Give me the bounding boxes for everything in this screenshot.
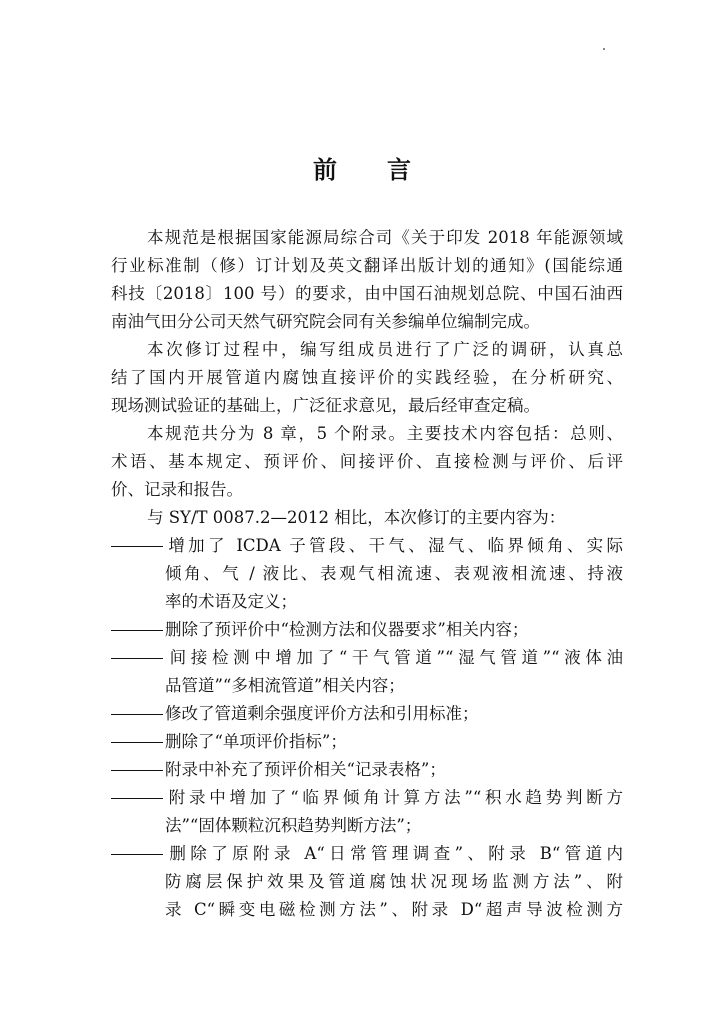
list-item	[111, 784, 623, 840]
em-dash-marker	[111, 784, 165, 812]
text-line: 与 SY/T 0087.2—2012 相比，本次修订的主要内容为：	[147, 508, 566, 527]
text-line: 本次修订过程中，编写组成员进行了广泛的调研，认真总	[147, 340, 623, 359]
list-item-line	[111, 700, 623, 728]
list-item-text: 删除了预评价中“检测方法和仪器要求”相关内容；	[165, 620, 529, 639]
paragraph-1	[111, 224, 623, 336]
text-line: 结了国内开展管道内腐蚀直接评价的实践经验，在分析研究、	[111, 368, 623, 387]
preface-body	[111, 224, 623, 924]
title-char-1: 前	[313, 156, 337, 184]
text-line: 行业标准制（修）订计划及英文翻译出版计划的通知》(国能综通	[111, 256, 623, 275]
em-dash-marker	[111, 644, 165, 672]
list-item-line: 品管道”“多相流管道”相关内容；	[165, 676, 405, 695]
em-dash-marker	[111, 532, 165, 560]
text-line: 价、记录和报告。	[111, 480, 243, 499]
em-dash-marker	[111, 616, 165, 644]
em-dash-marker	[111, 728, 165, 756]
paragraph-2	[111, 336, 623, 420]
em-dash-marker	[111, 700, 165, 728]
text-line: 科技〔2018〕100 号）的要求，由中国石油规划总院、中国石油西	[111, 284, 623, 303]
list-item-text: 删除了“单项评价指标”；	[165, 732, 347, 751]
list-item-text: 附录中增加了“临界倾角计算方法”“积水趋势判断方	[165, 788, 623, 807]
title-char-2: 言	[387, 156, 411, 184]
list-item-text: 间接检测中增加了“干气管道”“湿气管道”“液体油	[165, 648, 623, 667]
list-item	[111, 756, 623, 784]
text-line: 本规范是根据国家能源局综合司《关于印发 2018 年能源领域	[147, 228, 623, 247]
list-item-line	[111, 840, 623, 868]
list-item-line	[111, 756, 623, 784]
list-item-line	[111, 532, 623, 560]
list-item-line: 率的术语及定义；	[165, 592, 297, 611]
list-item	[111, 644, 623, 700]
text-line: 术语、基本规定、预评价、间接评价、直接检测与评价、后评	[111, 452, 623, 471]
list-item-line	[111, 616, 623, 644]
change-list	[111, 532, 623, 924]
paragraph-3	[111, 420, 623, 504]
text-line: 现场测试验证的基础上，广泛征求意见，最后经审查定稿。	[111, 396, 540, 415]
text-line: 本规范共分为 8 章，5 个附录。主要技术内容包括：总则、	[147, 424, 623, 443]
list-item-line: 倾角、气 / 液比、表观气相流速、表观液相流速、持液	[165, 564, 623, 583]
list-item	[111, 616, 623, 644]
list-item-line: 防腐层保护效果及管道腐蚀状况现场监测方法”、附	[165, 872, 623, 891]
list-item	[111, 700, 623, 728]
list-item-line	[111, 644, 623, 672]
scan-speck	[603, 48, 605, 50]
list-item-text: 附录中补充了预评价相关“记录表格”；	[165, 760, 446, 779]
list-item-text: 修改了管道剩余强度评价方法和引用标准；	[165, 704, 479, 723]
text-line: 南油气田分公司天然气研究院会同有关参编单位编制完成。	[111, 312, 540, 331]
list-item-line	[111, 728, 623, 756]
list-item-line	[111, 784, 623, 812]
list-item-text: 增加了 ICDA 子管段、干气、湿气、临界倾角、实际	[165, 536, 623, 555]
paragraph-4	[111, 504, 623, 532]
list-item	[111, 728, 623, 756]
em-dash-marker	[111, 840, 165, 868]
list-item-line: 法”“固体颗粒沉积趋势判断方法”；	[165, 816, 422, 835]
page-title	[0, 150, 724, 185]
list-item	[111, 532, 623, 616]
list-item-line: 录 C“瞬变电磁检测方法”、附录 D“超声导波检测方	[165, 900, 623, 919]
em-dash-marker	[111, 756, 165, 784]
list-item	[111, 840, 623, 924]
list-item-text: 删除了原附录 A“日常管理调查”、附录 B“管道内	[165, 844, 623, 863]
